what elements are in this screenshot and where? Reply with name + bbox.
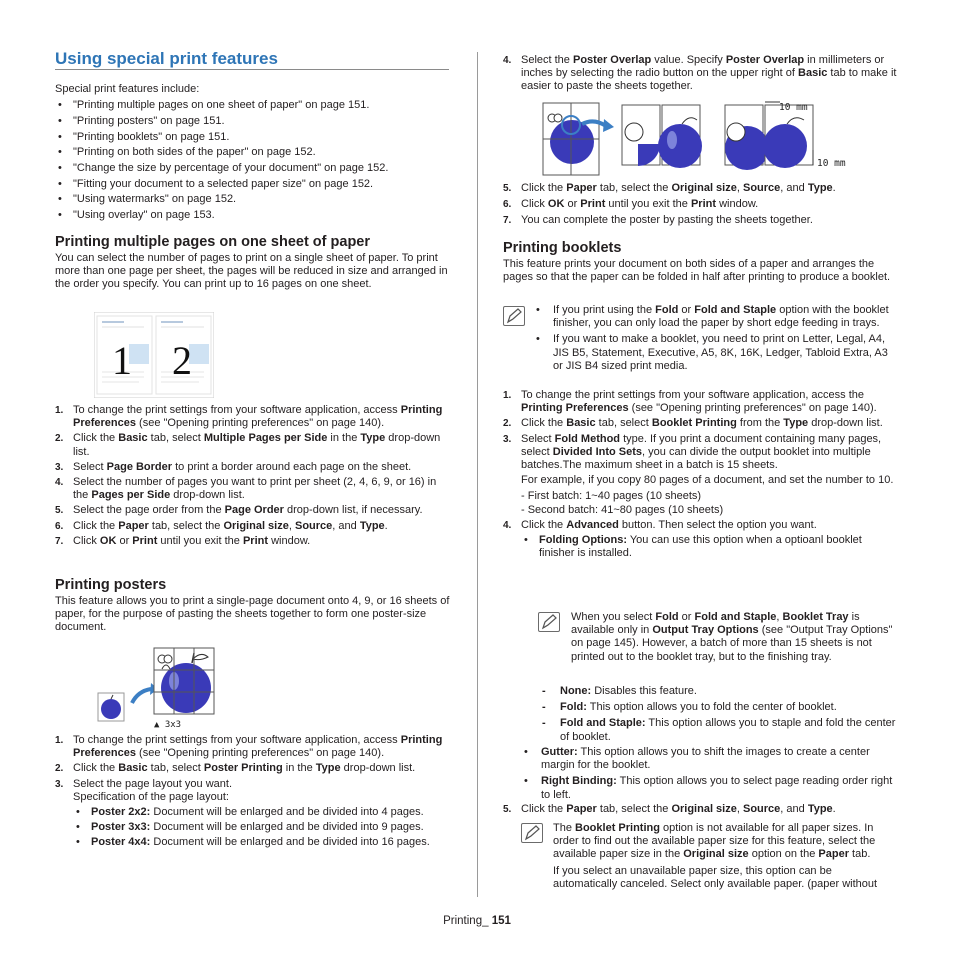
- page-number: 151: [491, 915, 511, 927]
- step: 1. To change the print settings from your software application, access Printing Preferences (see "Opening printing preferences" on page 140).: [55, 404, 443, 430]
- multi-page-figure: [94, 312, 214, 398]
- step: 7. You can complete the poster by pasting the sheets together.: [503, 214, 813, 227]
- note-item: • If you print using the Fold or Fold and Staple option with the booklet finisher, you can only load the paper by short edge feeding in trays.: [533, 304, 898, 330]
- paper-size-note: [553, 822, 898, 891]
- poster-overlap-figure: [542, 100, 854, 178]
- feature-link[interactable]: • "Printing on both sides of the paper" on page 152.: [55, 145, 450, 161]
- batch-line: - First batch: 1~40 pages (10 sheets): [521, 490, 702, 503]
- poster-layout-item: • Poster 4x4: Document will be enlarged and be divided into 16 pages.: [73, 836, 450, 849]
- page-number-1: 1: [112, 338, 132, 383]
- note-icon: [521, 823, 543, 843]
- feature-list: [55, 98, 450, 224]
- batch-line: - Second batch: 41~80 pages (10 sheets): [521, 503, 724, 516]
- feature-link[interactable]: • "Printing posters" on page 151.: [55, 114, 450, 130]
- page-title: Using special print features: [55, 52, 449, 70]
- feature-link[interactable]: • "Fitting your document to a selected paper size" on page 152.: [55, 177, 450, 193]
- booklet-section: [503, 240, 898, 284]
- multi-page-section: [55, 234, 450, 292]
- poster-section: [55, 577, 450, 635]
- poster-layout-item: • Poster 3x3: Document will be enlarged and be divided into 9 pages.: [73, 821, 450, 834]
- step: 4. Click the Advanced button. Then select the option you want. • Folding Options: You can use this option when a optioanl booklet finisher is installed.: [503, 519, 898, 561]
- option-item: • Folding Options: You can use this option when a optioanl booklet finisher is installed.: [521, 534, 898, 560]
- step: 7. Click OK or Print until you exit the Print window.: [55, 534, 311, 547]
- step: 6. Click the Paper tab, select the Original size, Source, and Type.: [55, 519, 388, 532]
- multi-page-steps: [55, 404, 450, 548]
- poster-layout-list: [73, 806, 450, 850]
- example-text: For example, if you copy 80 pages of a document, and set the number to 10.: [521, 474, 894, 487]
- step: 2. Click the Basic tab, select Multiple Pages per Side in the Type drop-down list.: [55, 432, 441, 458]
- step: 5. Click the Paper tab, select the Original size, Source, and Type.: [503, 182, 836, 194]
- booklet-steps-cont: [503, 803, 898, 816]
- poster-steps: [55, 734, 450, 850]
- layout-options-list: [521, 746, 898, 802]
- feature-link[interactable]: • "Change the size by percentage of your document" on page 152.: [55, 161, 450, 177]
- intro-text: Special print features include:: [55, 83, 200, 95]
- fold-option: - Fold and Staple: This option allows you to staple and fold the center of booklet.: [539, 717, 898, 743]
- feature-link[interactable]: • "Printing booklets" on page 151.: [55, 130, 450, 146]
- section-description: This feature allows you to print a single-page document onto 4, 9, or 16 sheets of paper, for the purpose of pasting the sheets together to form one poster-size document.: [55, 595, 450, 634]
- page-number-2: 2: [172, 338, 192, 383]
- booklet-steps: [503, 389, 898, 560]
- step: 5. Select the page order from the Page Order drop-down list, if necessary.: [55, 504, 423, 517]
- intro-section: [55, 83, 450, 224]
- fold-option: - None: Disables this feature.: [539, 685, 898, 698]
- overlap-label-top: 10 mm: [779, 102, 808, 113]
- poster-figure: [96, 645, 226, 731]
- folding-note: When you select Fold or Fold and Staple, Booklet Tray is available only in Output Tray Options (see "Output Tray Options" on page 145). However, a batch of more than 15 sheets is not printed out to the booklet tray, but to the finishing tray.: [571, 611, 893, 663]
- overlap-label-side: 10 mm: [817, 158, 846, 169]
- option-item: • Gutter: This option allows you to shift the images to create a center margin for the booklet.: [521, 746, 898, 772]
- section-heading: Printing multiple pages on one sheet of paper: [55, 234, 371, 250]
- advanced-options: [521, 534, 898, 560]
- step: 3. Select the page layout you want. Specification of the page layout: • Poster 2x2: Document will be enlarged and be divided into 4 pages. • Poster 3x3: Document will be enlarged and be divided into 9 pages. • Poster 4x4: Document will be enlarged and be divided into 16 pages.: [55, 778, 450, 850]
- column-divider: [477, 52, 478, 897]
- note-item: • If you want to make a booklet, you need to print on Letter, Legal, A4, JIS B5, Statement, Executive, A5, 8K, 16K, Ledger, Tabloid Extra, A3 or JIS B4 sized print media.: [533, 333, 898, 373]
- section-heading: Printing posters: [55, 577, 167, 593]
- poster-steps-cont: [503, 54, 898, 94]
- option-item: • Right Binding: This option allows you to select page reading order right to left.: [521, 775, 898, 801]
- poster-layout-item: • Poster 2x2: Document will be enlarged and be divided into 4 pages.: [73, 806, 450, 819]
- step: 6. Click OK or Print until you exit the Print window.: [503, 198, 759, 211]
- section-description: You can select the number of pages to print on a single sheet of paper. To print more than one page per sheet, the pages will be reduced in size and arranged in the order you specify. You can print up to 16 pages on one sheet.: [55, 252, 448, 291]
- fold-option: - Fold: This option allows you to fold the center of booklet.: [539, 701, 898, 714]
- poster-steps-cont-2: [503, 182, 898, 228]
- step: 4. Select the number of pages you want to print per sheet (2, 4, 6, 9, or 16) in the Pages per Side drop-down list.: [55, 476, 437, 502]
- booklet-note-list: [533, 304, 898, 373]
- note-text: If you select an unavailable paper size, this option can be automatically canceled. Select only available paper. (paper without: [553, 864, 878, 890]
- apple-icon: [98, 693, 124, 721]
- step: 1. To change the print settings from your software application, access Printing Preferences (see "Opening printing preferences" on page 140).: [55, 734, 443, 760]
- feature-link[interactable]: • "Printing multiple pages on one sheet of paper" on page 151.: [55, 98, 450, 114]
- note-icon: [503, 306, 525, 326]
- step: 1. To change the print settings from your software application, access the Printing Preferences (see "Opening printing preferences" on page 140).: [503, 389, 877, 415]
- step: 2. Click the Basic tab, select Poster Printing in the Type drop-down list.: [55, 762, 416, 775]
- feature-link[interactable]: • "Using overlay" on page 153.: [55, 208, 450, 224]
- section-heading: Printing booklets: [503, 240, 622, 256]
- step: 2. Click the Basic tab, select Booklet Printing from the Type drop-down list.: [503, 417, 883, 430]
- poster-layout-label: ▲ 3x3: [154, 720, 182, 730]
- step: 4. Select the Poster Overlap value. Specify Poster Overlap in millimeters or inches by selecting the radio button on the upper right of Basic tab to make it easier to paste the sheets together.: [503, 54, 897, 93]
- step: 3. Select Page Border to print a border around each page on the sheet.: [55, 460, 412, 473]
- footer-section: Printing_: [443, 915, 492, 927]
- step: 5. Click the Paper tab, select the Original size, Source, and Type.: [503, 803, 836, 815]
- note-icon: [538, 612, 560, 632]
- page-footer: [0, 915, 954, 928]
- feature-link[interactable]: • "Using watermarks" on page 152.: [55, 192, 450, 208]
- step: 3. Select Fold Method type. If you print a document containing many pages, select Divided Into Sets, you can divide the output booklet into multiple batches.The maximum sheet in a batch is 15 sheets. For example, if you copy 80 pages of a document, and set the number to 10. - First batch: 1~40 pages (10 sheets) - Second batch: 41~80 pages (10 sheets): [503, 433, 898, 517]
- section-description: This feature prints your document on both sides of a paper and arranges the pages so that the paper can be folded in half after printing to produce a booklet.: [503, 258, 891, 284]
- fold-options-list: [539, 685, 898, 744]
- note-text: The Booklet Printing option is not available for all paper sizes. In order to find out the available paper size for this feature, select the available paper size in the Original size option on the Paper tab.: [553, 822, 876, 861]
